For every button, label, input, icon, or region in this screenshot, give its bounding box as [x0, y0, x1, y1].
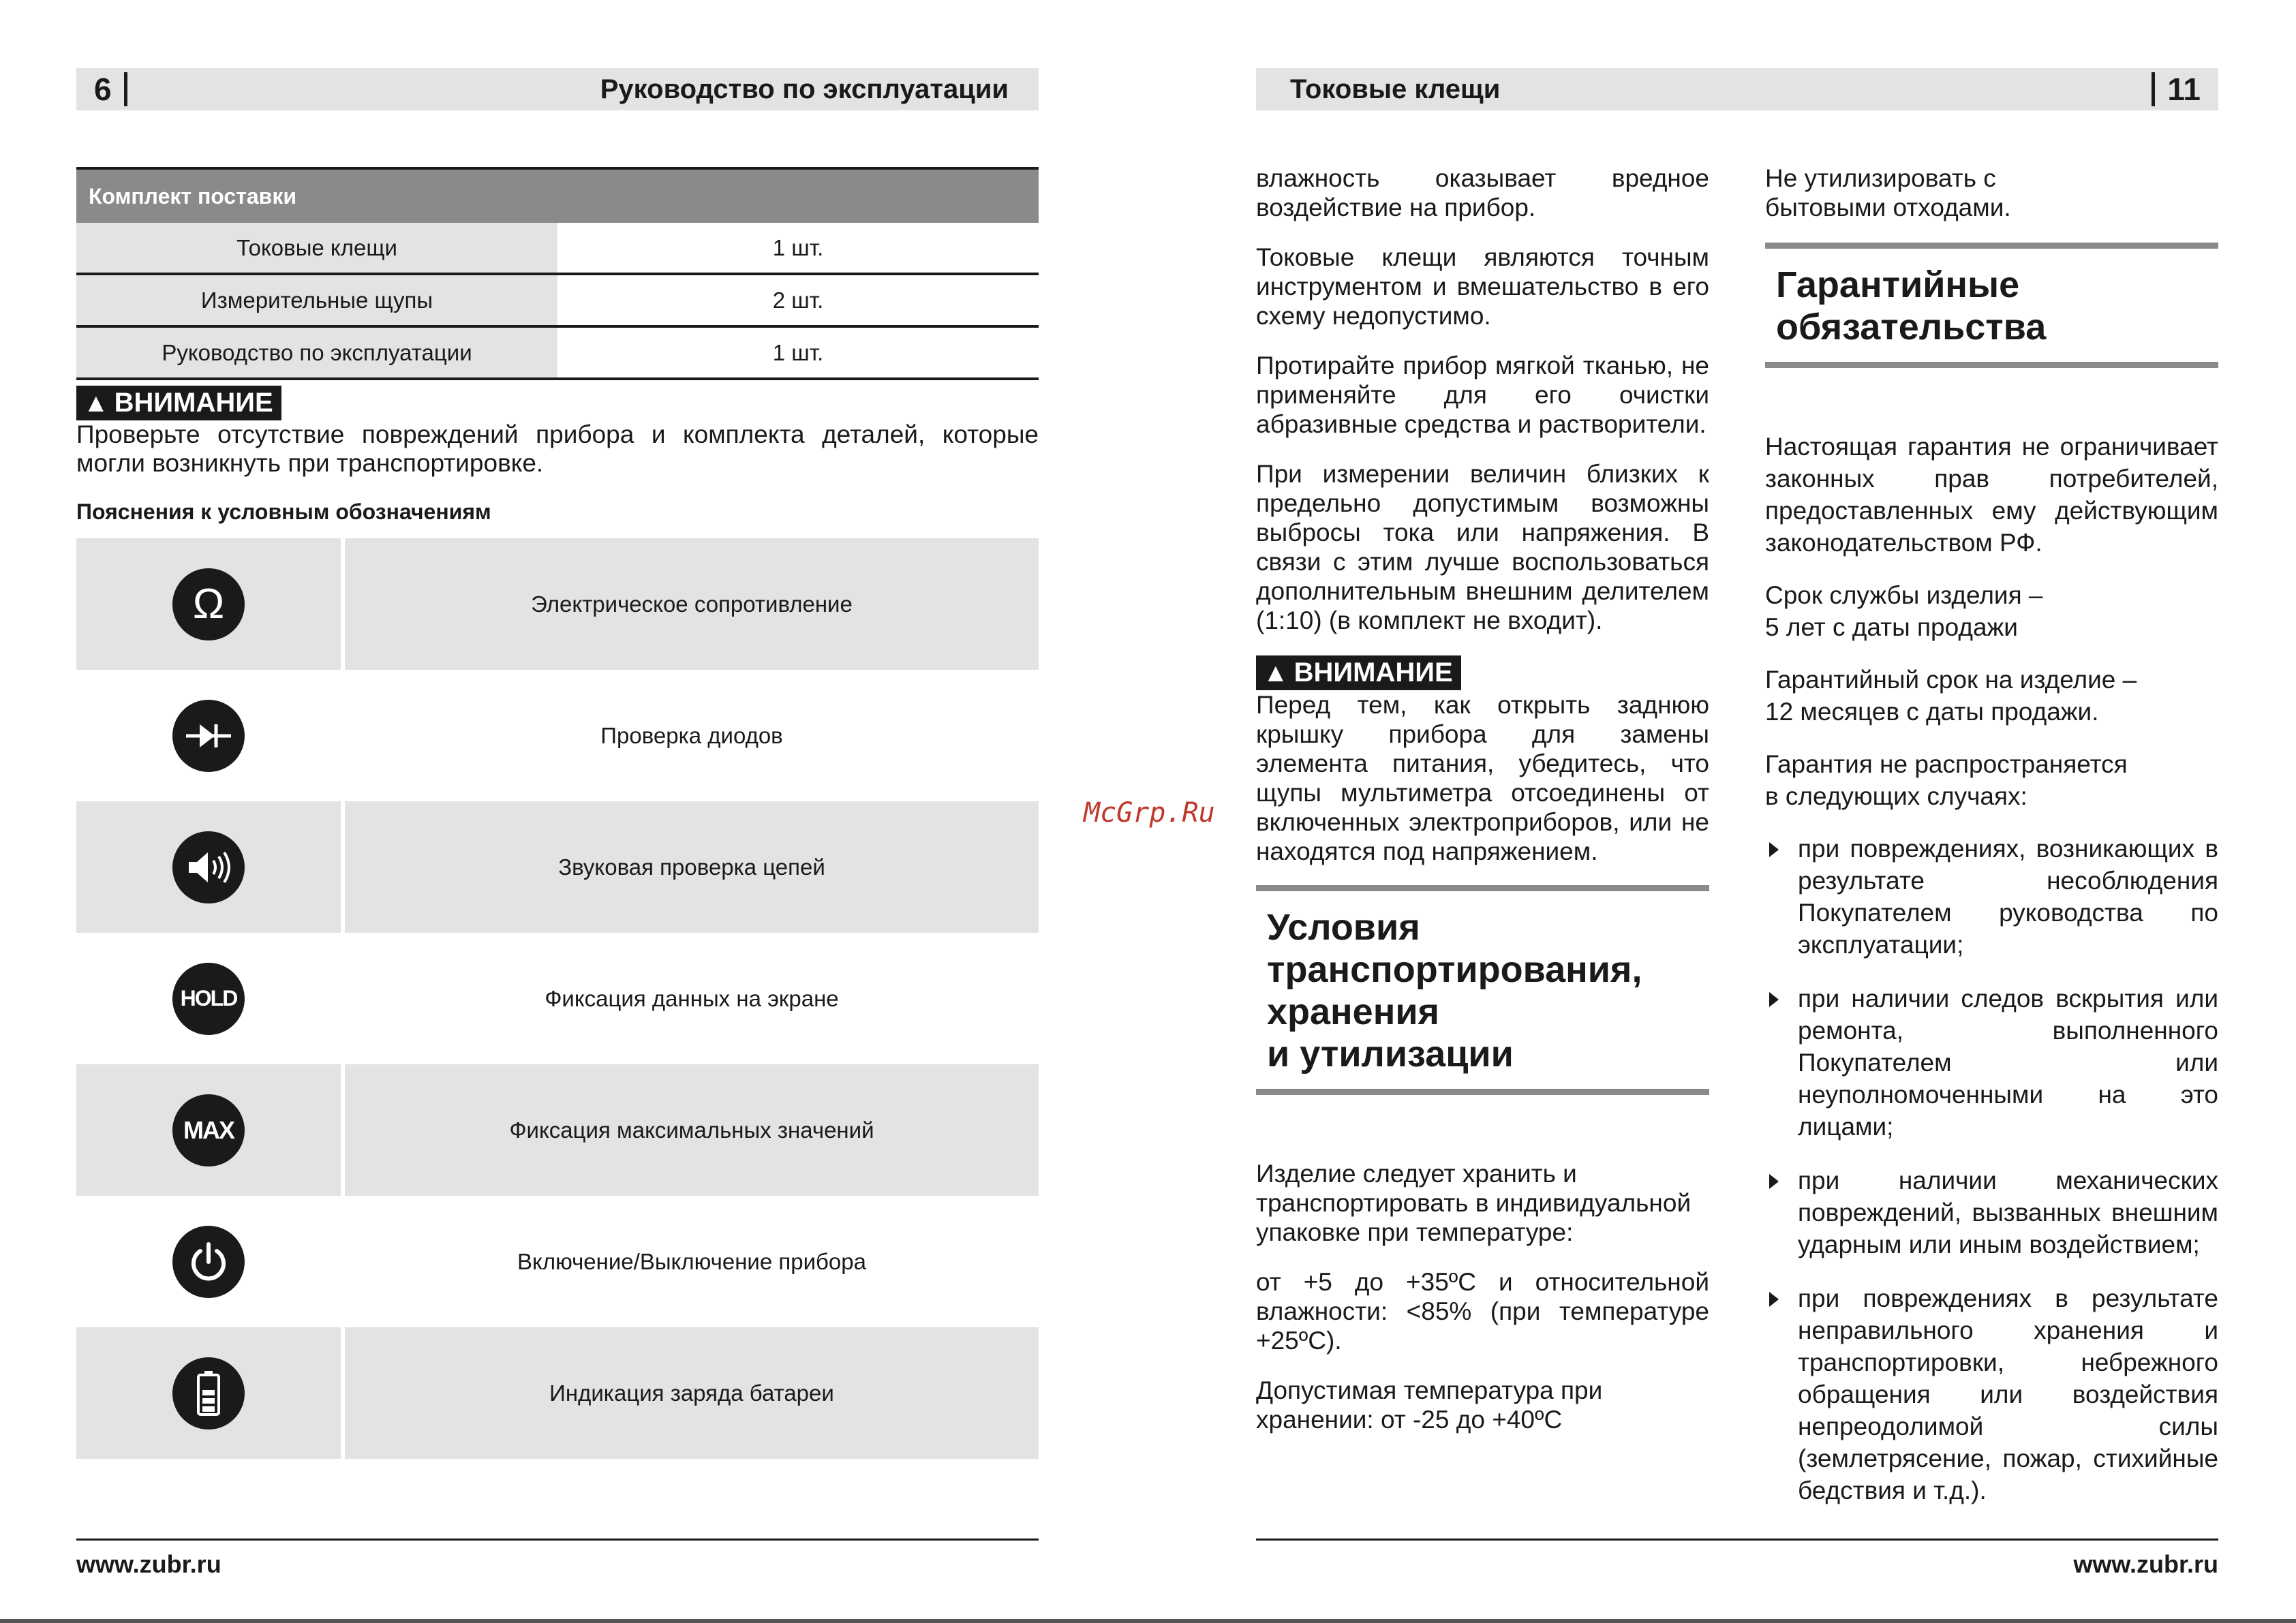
warning-label: ВНИМАНИЕ — [1294, 658, 1453, 687]
paragraph: Не утилизировать с бытовыми отходами. — [1765, 164, 2011, 221]
paragraph: При измерении величин близких к предельно допустимым возможны выбросы тока или напряжения. В связи с этим лучше воспользоваться дополнительным внешним делителем (1:10) (в комплект не входит). — [1256, 460, 1709, 634]
warning-triangle-icon: ▲ — [1263, 659, 1289, 687]
kit-item: Токовые клещи — [76, 223, 557, 274]
legend-title: Пояснения к условным обозначениям — [76, 499, 491, 524]
header-title: Токовые клещи — [1290, 74, 1501, 104]
section-heading-line: хранения — [1267, 991, 1440, 1032]
watermark: McGrp.Ru — [1084, 797, 1215, 829]
paragraph: Протирайте прибор мягкой тканью, не применяйте для его очистки абразивные средства и растворители. — [1256, 352, 1709, 438]
list-item — [76, 1064, 1039, 1196]
page-number: 6 — [76, 72, 127, 106]
list-item: при наличии следов вскрытия или ремонта, выполненного Покупателем или неуполномоченными на это лицами; — [1765, 983, 2218, 1143]
kit-qty: 1 шт. — [557, 326, 1039, 379]
list-item — [76, 1196, 1039, 1327]
legend-text: Фиксация максимальных значений — [345, 1064, 1039, 1196]
section-heading-line: Гарантийные — [1776, 264, 2020, 305]
warning-triangle-icon: ▲ — [83, 389, 109, 418]
paragraph: Изделие следует хранить и транспортировать в индивидуальной упаковке при температуре: — [1256, 1160, 1692, 1246]
paragraph: Допустимая температура при хранении: от -25 до +40ºС — [1256, 1376, 1603, 1434]
right-header — [1256, 68, 2218, 110]
left-header — [76, 68, 1039, 110]
paragraph: Токовые клещи являются точным инструментом и вмешательство в его схему недопустимо. — [1256, 243, 1709, 330]
list-item — [76, 933, 1039, 1064]
kit-table-title: Комплект поставки — [76, 168, 1039, 223]
section-heading-line: обязательства — [1776, 307, 2047, 347]
section-heading — [1256, 885, 1709, 1095]
warning-text: Проверьте отсутствие повреждений прибора и комплекта деталей, которые могли возникнуть при транспортировке. — [76, 420, 1039, 477]
footer-rule — [76, 1539, 1039, 1541]
warning-badge — [1256, 655, 1461, 690]
exclusions-intro-line: Гарантия не распространяется — [1765, 750, 2128, 778]
hold-icon: HOLD — [172, 963, 245, 1035]
header-title: Руководство по эксплуатации — [600, 74, 1009, 104]
warranty-period-line: Гарантийный срок на изделие – — [1765, 666, 2137, 694]
paragraph — [1765, 579, 2218, 643]
list-item — [76, 670, 1039, 801]
service-life-line: 5 лет с даты продажи — [1765, 613, 2018, 641]
warning-block — [76, 386, 1039, 478]
table-row — [76, 326, 1039, 379]
right-column-2 — [1765, 164, 2218, 1528]
legend-text: Фиксация данных на экране — [545, 985, 839, 1011]
warning-block — [1256, 655, 1709, 866]
bottom-edge — [0, 1619, 2296, 1623]
list-item: при повреждениях, возникающих в результате несоблюдения Покупателем руководства по эксплуатации; — [1765, 833, 2218, 961]
page-number: 11 — [2152, 72, 2218, 106]
paragraph — [1765, 664, 2218, 728]
left-page — [76, 0, 1039, 1623]
section-heading-line: и утилизации — [1267, 1034, 1514, 1075]
service-life-line: Срок службы изделия – — [1765, 581, 2043, 609]
list-item: при наличии механических повреждений, вызванных внешним ударным или иным воздействием; — [1765, 1164, 2218, 1261]
legend-text: Включение/Выключение прибора — [517, 1248, 866, 1274]
paragraph: влажность оказывает вредное воздействие на прибор. — [1256, 164, 1709, 221]
list-item — [76, 801, 1039, 933]
table-row — [76, 274, 1039, 326]
paragraph: от +5 до +35ºС и относительной влажности: <85% (при температуре +25ºС). — [1256, 1268, 1709, 1355]
kit-item: Руководство по эксплуатации — [76, 326, 557, 379]
speaker-icon — [172, 831, 245, 903]
warranty-period-line: 12 месяцев с даты продажи. — [1765, 698, 2099, 726]
legend-text: Электрическое сопротивление — [345, 538, 1039, 670]
legend-text: Индикация заряда батареи — [345, 1327, 1039, 1459]
kit-item: Измерительные щупы — [76, 274, 557, 326]
legend-list — [76, 538, 1039, 1459]
footer-url[interactable]: www.zubr.ru — [76, 1550, 221, 1578]
footer-rule — [1256, 1539, 2218, 1541]
footer-url[interactable]: www.zubr.ru — [2073, 1550, 2218, 1578]
right-page — [1256, 0, 2218, 1623]
list-item — [76, 538, 1039, 670]
legend-text: Звуковая проверка цепей — [345, 801, 1039, 933]
paragraph: Настоящая гарантия не ограничивает законных прав потребителей, предоставленных ему действующим законодательством РФ. — [1765, 433, 2218, 557]
right-column-1 — [1256, 164, 1709, 1455]
section-heading-line: Условия — [1267, 907, 1420, 948]
list-item: при повреждениях в результате неправильного хранения и транспортировки, небрежного обращения или воздействия непреодолимой силы (землетрясение, пожар, стихийные бедствия и т.д.). — [1765, 1282, 2218, 1506]
omega-icon: Ω — [172, 568, 245, 640]
battery-icon — [172, 1357, 245, 1429]
section-heading — [1765, 243, 2218, 368]
exclusions-intro-line: в следующих случаях: — [1765, 782, 2027, 810]
warning-text: Перед тем, как открыть заднюю крышку прибора для замены элемента питания, убедитесь, что щупы мультиметра отсоединены от включенных электроприборов, или не находятся под напряжением. — [1256, 691, 1709, 865]
section-heading-line: транспортирования, — [1267, 949, 1642, 990]
warning-badge — [76, 386, 281, 420]
power-icon — [172, 1226, 245, 1298]
max-icon: MAX — [172, 1094, 245, 1166]
list-item — [76, 1327, 1039, 1459]
legend-text: Проверка диодов — [600, 722, 783, 748]
kit-qty: 2 шт. — [557, 274, 1039, 326]
paragraph — [1765, 748, 2218, 812]
kit-table — [76, 167, 1039, 380]
diode-icon — [172, 700, 245, 772]
table-row — [76, 223, 1039, 274]
warning-label: ВНИМАНИЕ — [114, 388, 273, 418]
kit-qty: 1 шт. — [557, 223, 1039, 274]
